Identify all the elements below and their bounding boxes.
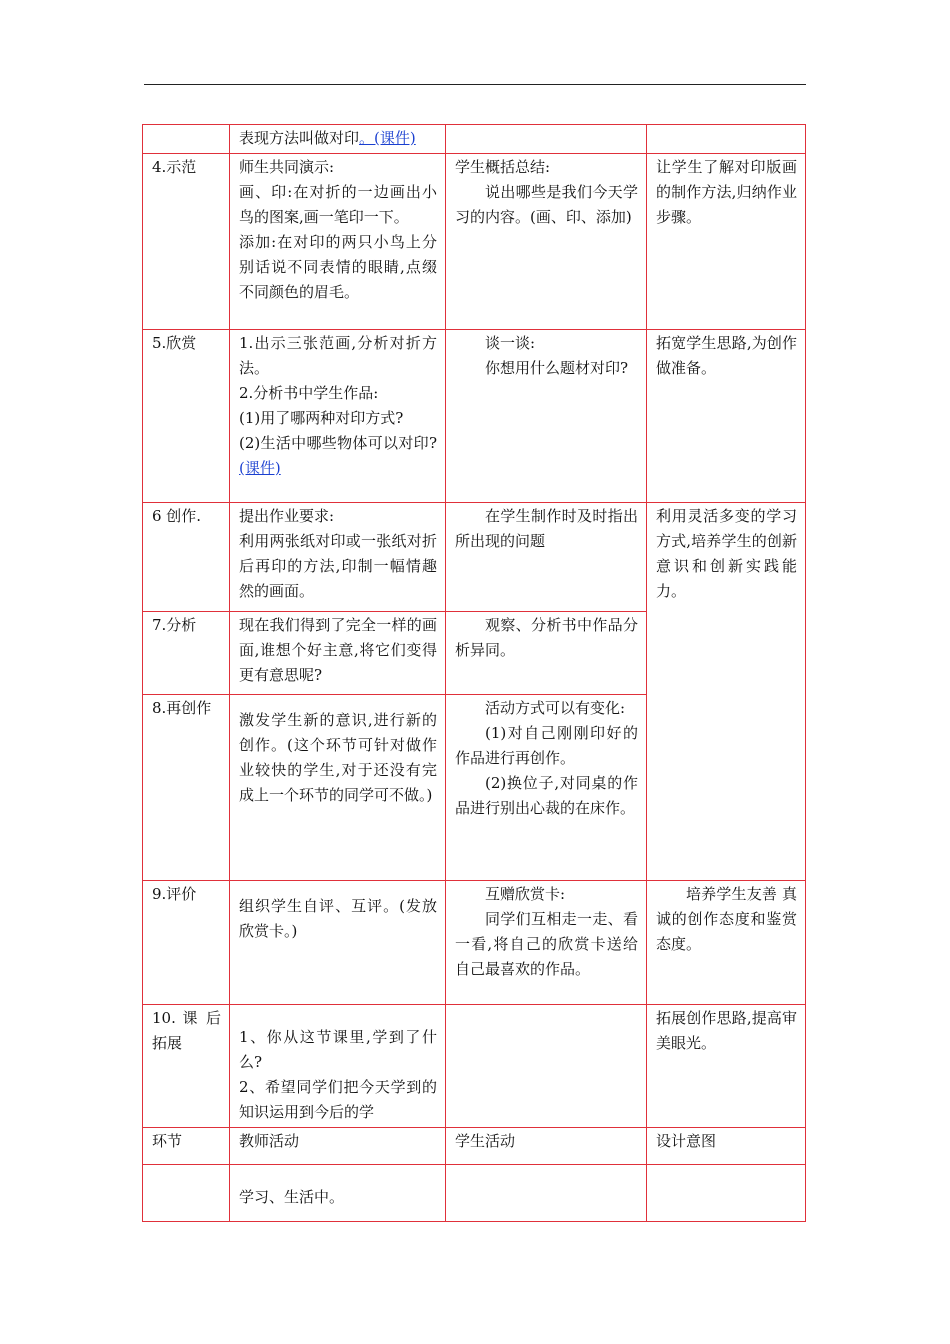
teacher-cell <box>230 1005 446 1128</box>
intent-text: 培养学生友善 真诚的创作态度和鉴赏态度。 <box>656 885 797 953</box>
column-header: 环节 <box>152 1132 183 1150</box>
lesson-plan-table <box>142 124 806 1222</box>
teacher-text: 师生共同演示: <box>239 158 335 176</box>
teacher-text: 1.出示三张范画,分析对折方法。 <box>239 334 437 377</box>
stage-label: 6 创作. <box>152 507 202 525</box>
stage-cell <box>143 612 230 695</box>
stage-cell <box>143 503 230 612</box>
student-text: 说出哪些是我们今天学习的内容。(画、印、添加) <box>455 183 638 226</box>
teacher-header <box>230 1128 446 1165</box>
student-cell <box>446 1165 647 1222</box>
student-text: (1)对自己刚刚印好的作品进行再创作。 <box>455 724 638 767</box>
teacher-cell <box>230 881 446 1005</box>
student-cell <box>446 881 647 1005</box>
intent-header <box>647 1128 806 1165</box>
student-text: 活动方式可以有变化: <box>485 699 626 717</box>
intent-cell <box>647 503 806 881</box>
intent-text: 利用灵活多变的学习方式,培养学生的创新意识和创新实践能力。 <box>656 507 797 600</box>
student-cell <box>446 612 647 695</box>
stage-label: 7.分析 <box>152 616 197 634</box>
student-text: 谈一谈: <box>485 334 536 352</box>
student-cell <box>446 503 647 612</box>
stage-header <box>143 1128 230 1165</box>
student-cell <box>446 125 647 154</box>
teacher-text: 1、你从这节课里,学到了什么? <box>239 1028 437 1071</box>
student-cell <box>446 154 647 330</box>
table-header-row <box>143 1128 806 1165</box>
teacher-cell <box>230 695 446 881</box>
intent-cell <box>647 1005 806 1128</box>
student-cell <box>446 330 647 503</box>
intent-cell <box>647 125 806 154</box>
teacher-text: 利用两张纸对印或一张纸对折后再印的方法,印制一幅情趣 然的画面。 <box>239 532 437 600</box>
table-row <box>143 881 806 1005</box>
teacher-cell <box>230 154 446 330</box>
table-row <box>143 1005 806 1128</box>
student-cell <box>446 1005 647 1128</box>
table-row <box>143 125 806 154</box>
teacher-text: 表现方法叫做对印 <box>239 129 360 147</box>
teacher-text: (2)生活中哪些物体可以对印? <box>239 434 437 452</box>
stage-label: 8.再创作 <box>152 699 212 717</box>
intent-cell <box>647 1165 806 1222</box>
student-text: 互赠欣赏卡: <box>485 885 566 903</box>
stage-label: 4.示范 <box>152 158 197 176</box>
student-header <box>446 1128 647 1165</box>
teacher-cell <box>230 612 446 695</box>
stage-cell <box>143 695 230 881</box>
teacher-text: 2.分析书中学生作品: <box>239 384 379 402</box>
teacher-text: 画、印:在对折的一边画出小鸟的图案,画一笔印一下。 <box>239 183 437 226</box>
student-text: (2)换位子,对同桌的作品进行别出心裁的在床作。 <box>455 774 638 817</box>
column-header: 教师活动 <box>239 1132 300 1150</box>
table-row <box>143 503 806 612</box>
intent-text: 拓宽学生思路,为创作做准备。 <box>656 334 797 377</box>
teacher-text: 组织学生自评、互评。(发放欣赏卡。) <box>239 897 437 940</box>
student-text: 学生概括总结: <box>455 158 551 176</box>
intent-cell <box>647 881 806 1005</box>
student-text: 你想用什么题材对印? <box>485 359 629 377</box>
stage-cell <box>143 330 230 503</box>
stage-cell <box>143 881 230 1005</box>
teacher-cell <box>230 125 446 154</box>
teacher-text: 学习、生活中。 <box>239 1188 345 1206</box>
stage-cell <box>143 1165 230 1222</box>
student-text: 同学们互相走一走、看一看,将自己的欣赏卡送给自己最喜欢的作品。 <box>455 910 638 978</box>
teacher-text: 激发学生新的意识,进行新的创作。(这个环节可针对做作业较快的学生,对于还没有完成上一个环节的同学可不做。) <box>239 711 437 804</box>
stage-cell <box>143 1005 230 1128</box>
teacher-text: (1)用了哪两种对印方式? <box>239 409 404 427</box>
header-rule <box>144 84 806 85</box>
teacher-text: 现在我们得到了完全一样的画面,谁想个好主意,将它们变得更有意思呢? <box>239 616 437 684</box>
student-cell <box>446 695 647 881</box>
column-header: 学生活动 <box>455 1132 516 1150</box>
teacher-text: 提出作业要求: <box>239 507 335 525</box>
teacher-cell <box>230 503 446 612</box>
column-header: 设计意图 <box>656 1132 717 1150</box>
stage-label: 9.评价 <box>152 885 197 903</box>
teacher-cell <box>230 330 446 503</box>
student-text: 观察、分析书中作品分析异同。 <box>455 616 638 659</box>
teacher-text: 2、希望同学们把今天学到的知识运用到今后的学 <box>239 1078 437 1121</box>
table-row <box>143 154 806 330</box>
stage-cell <box>143 154 230 330</box>
intent-cell <box>647 154 806 330</box>
stage-label: 5.欣赏 <box>152 334 197 352</box>
teacher-text: 添加:在对印的两只小鸟上分别话说不同表情的眼睛,点缀不同颜色的眉毛。 <box>239 233 437 301</box>
student-text: 在学生制作时及时指出所出现的问题 <box>455 507 638 550</box>
stage-label: 10. 课 后拓展 <box>152 1009 221 1052</box>
teacher-cell <box>230 1165 446 1222</box>
table-row <box>143 330 806 503</box>
courseware-link[interactable]: 。(课件) <box>359 129 416 147</box>
stage-cell <box>143 125 230 154</box>
table-row <box>143 1165 806 1222</box>
intent-text: 拓展创作思路,提高审美眼光。 <box>656 1009 797 1052</box>
intent-cell <box>647 330 806 503</box>
intent-text: 让学生了解对印版画的制作方法,归纳作业步骤。 <box>656 158 797 226</box>
courseware-link[interactable]: (课件) <box>239 459 281 477</box>
